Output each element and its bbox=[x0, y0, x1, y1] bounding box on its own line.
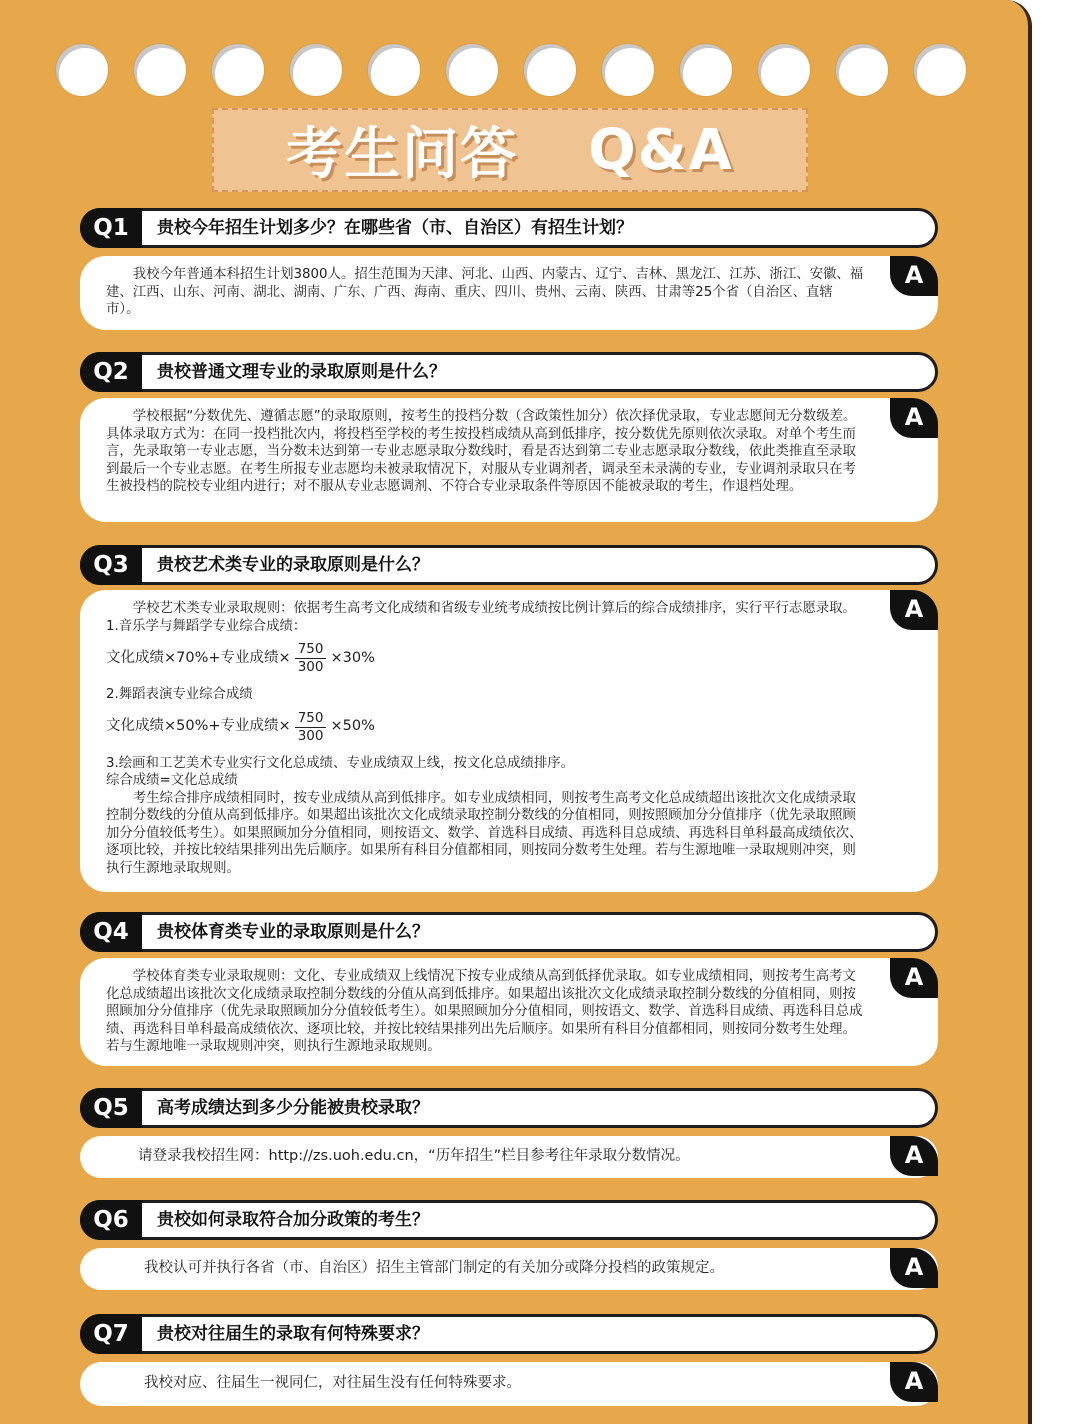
answer-text: 请登录我校招生网：http://zs.uoh.edu.cn，“历年招生”栏目参考往年录取分数情况。 bbox=[138, 1148, 690, 1165]
fraction-denominator: 300 bbox=[297, 659, 324, 675]
binder-hole bbox=[680, 44, 732, 96]
formula-1 bbox=[106, 641, 864, 676]
answer-text: 我校认可并执行各省（市、自治区）招生主管部门制定的有关加分或降分投档的政策规定。 bbox=[144, 1260, 724, 1277]
formula-fraction bbox=[295, 710, 327, 745]
question-text: 贵校艺术类专业的录取原则是什么？ bbox=[157, 555, 429, 575]
answer-2 bbox=[80, 398, 938, 522]
binder-hole bbox=[290, 44, 342, 96]
question-3 bbox=[80, 545, 938, 585]
fraction-denominator: 300 bbox=[297, 727, 324, 744]
page-title bbox=[212, 108, 808, 192]
answer-label: A bbox=[890, 958, 938, 998]
binder-hole bbox=[914, 44, 966, 96]
question-text: 高考成绩达到多少分能被贵校录取？ bbox=[157, 1098, 429, 1118]
answer-4 bbox=[80, 958, 938, 1066]
question-label: Q6 bbox=[80, 1200, 142, 1240]
question-label: Q2 bbox=[80, 352, 142, 392]
answer-text: 我校对应、往届生一视同仁，对往届生没有任何特殊要求。 bbox=[144, 1375, 521, 1392]
question-6 bbox=[80, 1200, 938, 1240]
formula-post: ×50% bbox=[330, 718, 375, 735]
question-text: 贵校体育类专业的录取原则是什么？ bbox=[157, 922, 429, 942]
answer-1 bbox=[80, 256, 938, 330]
question-1 bbox=[80, 208, 938, 248]
binder-hole bbox=[524, 44, 576, 96]
question-2 bbox=[80, 352, 938, 392]
title-chinese: 考生问答 bbox=[286, 122, 519, 187]
binder-hole bbox=[134, 44, 186, 96]
answer-item-1: 1.音乐学与舞蹈学专业综合成绩： bbox=[106, 618, 307, 634]
binder-holes bbox=[56, 44, 1028, 98]
question-4 bbox=[80, 912, 938, 952]
answer-item-2: 2.舞蹈表演专业综合成绩 bbox=[106, 687, 253, 702]
binder-hole bbox=[602, 44, 654, 96]
answer-3 bbox=[80, 590, 938, 892]
question-label: Q1 bbox=[80, 208, 142, 248]
answer-label: A bbox=[890, 1362, 938, 1402]
fraction-numerator: 750 bbox=[295, 641, 327, 659]
binder-hole bbox=[56, 44, 108, 96]
answer-item-3: 3.绘画和工艺美术专业实行文化总成绩、专业成绩双上线，按文化总成绩排序。 bbox=[106, 755, 575, 771]
answer-rest: 考生综合排序成绩相同时，按专业成绩从高到低排序。如专业成绩相同，则按考生高考文化总成绩超出该批次文化成绩录取控制分数线的分值从高到低排序。如果超出该批次文化成绩录取控制分数线的分值相同，则按照顾加分分值排序（优先录取照顾加分分值较低考生）。如果照顾加分分值相同，则按语文、数学、首选科目成绩、再选科目总成绩、再选科目单科最高成绩依次、逐项比较，并按比较结果排列出先后顺序。如果所有科目分值都相同，则按同分数考生处理。若与生源地唯一录取规则冲突，则执行生源地录取规则。 bbox=[106, 790, 863, 876]
question-text: 贵校今年招生计划多少？在哪些省（市、自治区）有招生计划？ bbox=[157, 218, 633, 238]
question-label: Q5 bbox=[80, 1088, 142, 1128]
answer-intro: 学校艺术类专业录取规则：依据考生高考文化成绩和省级专业统考成绩按比例计算后的综合成绩排序，实行平行志愿录取。 bbox=[132, 601, 856, 616]
answer-text: 我校今年普通本科招生计划3800人。招生范围为天津、河北、山西、内蒙古、辽宁、吉林、黑龙江、江苏、浙江、安徽、福建、江西、山东、河南、湖北、湖南、广东、广西、海南、重庆、四川、贵州、云南、陕西、甘肃等25个省（自治区、直辖市）。 bbox=[106, 267, 864, 317]
answer-label: A bbox=[890, 1248, 938, 1288]
answer-text: 学校体育类专业录取规则：文化、专业成绩双上线情况下按专业成绩从高到低择优录取。如专业成绩相同，则按考生高考文化总成绩超出该批次文化成绩录取控制分数线的分值从高到低排序。如果超出该批次文化成绩录取控制分数线的分值相同，则按照顾加分分值排序（优先录取照顾加分分值较低考生）。如果照顾加分分值相同，则按语文、数学、首选科目成绩、再选科目总成绩、再选科目单科最高成绩依次、逐项比较，并按比较结果排列出先后顺序。如果所有科目分值都相同，则按同分数考生处理。若与生源地唯一录取规则冲突，则执行生源地录取规则。 bbox=[106, 969, 863, 1054]
binder-hole bbox=[758, 44, 810, 96]
question-text: 贵校如何录取符合加分政策的考生？ bbox=[157, 1210, 429, 1230]
question-label: Q4 bbox=[80, 912, 142, 952]
answer-label: A bbox=[890, 398, 938, 438]
formula-fraction bbox=[295, 641, 327, 676]
question-label: Q7 bbox=[80, 1314, 142, 1354]
fraction-numerator: 750 bbox=[295, 710, 327, 728]
answer-7 bbox=[80, 1362, 938, 1406]
formula-2 bbox=[106, 710, 864, 745]
formula-post: ×30% bbox=[330, 649, 375, 666]
answer-label: A bbox=[890, 590, 938, 630]
formula-pre: 文化成绩×70%+专业成绩× bbox=[106, 649, 291, 666]
binder-hole bbox=[446, 44, 498, 96]
question-label: Q3 bbox=[80, 545, 142, 585]
answer-text: 学校根据“分数优先、遵循志愿”的录取原则，按考生的投档分数（含政策性加分）依次择优录取，专业志愿间无分数级差。具体录取方式为：在同一投档批次内，将投档至学校的考生按投档成绩从高到低排序，按分数优先原则依次录取。对单个考生而言，先录取第一专业志愿，当分数未达到第一专业志愿录取分数线时，看是否达到第二专业志愿录取分数线，依此类推直至录取到最后一个专业志愿。在考生所报专业志愿均未被录取情况下，对服从专业调剂者，调录至未录满的专业，专业调剂录取只在考生被投档的院校专业组内进行；对不服从专业志愿调剂、不符合专业录取条件等原因不能被录取的考生，作退档处理。 bbox=[106, 409, 857, 494]
binder-hole bbox=[368, 44, 420, 96]
answer-6 bbox=[80, 1248, 938, 1290]
answer-5 bbox=[80, 1136, 938, 1178]
question-5 bbox=[80, 1088, 938, 1128]
title-english: Q&A bbox=[588, 117, 734, 183]
answer-label: A bbox=[890, 1136, 938, 1176]
answer-item-3b: 综合成绩=文化总成绩 bbox=[106, 773, 238, 788]
answer-label: A bbox=[890, 256, 938, 296]
formula-pre: 文化成绩×50%+专业成绩× bbox=[106, 718, 291, 735]
binder-hole bbox=[836, 44, 888, 96]
binder-hole bbox=[212, 44, 264, 96]
question-text: 贵校普通文理专业的录取原则是什么？ bbox=[157, 362, 446, 382]
question-text: 贵校对往届生的录取有何特殊要求？ bbox=[157, 1324, 429, 1344]
question-7 bbox=[80, 1314, 938, 1354]
